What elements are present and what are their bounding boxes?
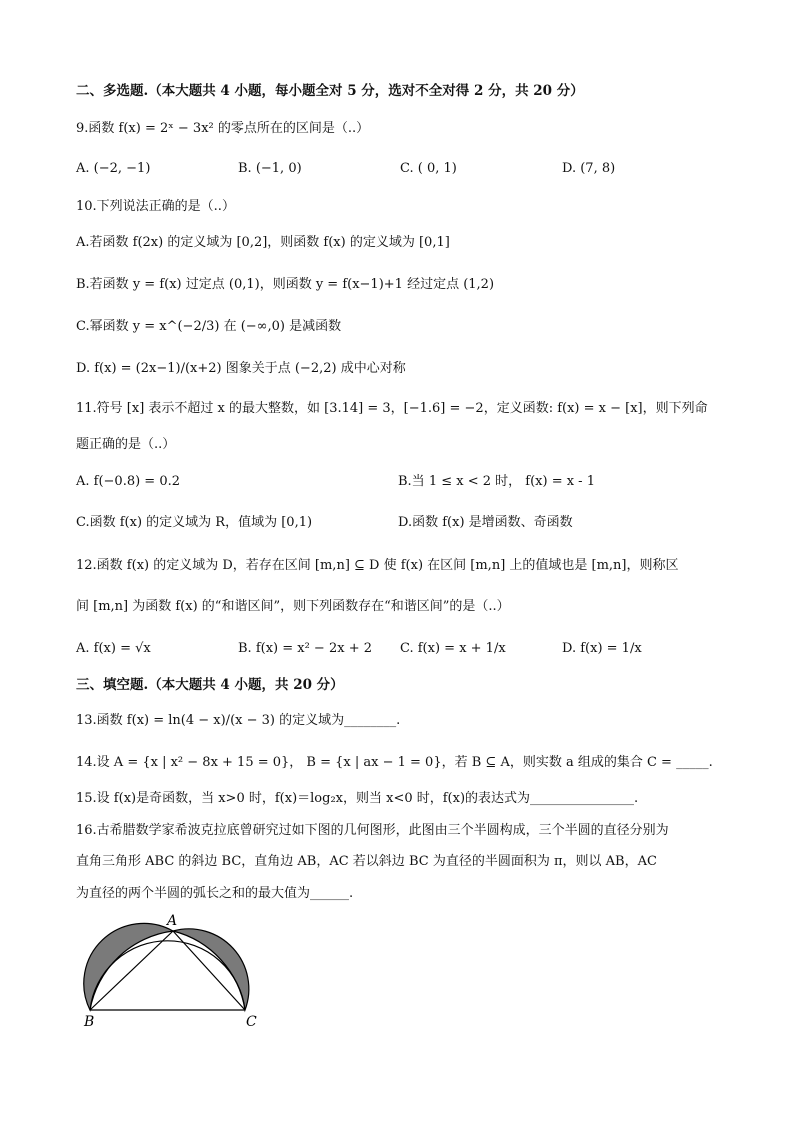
q10-option-d: D. f(x) = (2x−1)/(x+2) 图象关于点 (−2,2) 成中心对称	[76, 361, 406, 376]
q9-option-a: A. (−2, −1)	[76, 161, 151, 176]
q10-option-c: C.幂函数 y = x^(−2/3) 在 (−∞,0) 是减函数	[76, 319, 342, 334]
q11-option-a: A. f(−0.8) = 0.2	[76, 474, 181, 489]
question-16-line2: 直角三角形 ABC 的斜边 BC，直角边 AB，AC 若以斜边 BC 为直径的半圆面积为 π，则以 AB，AC	[76, 854, 657, 869]
question-13: 13.函数 f(x) = ln(4 − x)/(x − 3) 的定义域为________.	[76, 713, 401, 728]
lune-ac	[173, 929, 249, 1010]
question-10-stem: 10.下列说法正确的是（..）	[76, 199, 235, 214]
section-title-fill-in: 三、填空题.（本大题共 4 小题，共 20 分）	[76, 677, 344, 693]
lune-ab	[84, 923, 173, 1010]
label-b: B	[84, 1014, 95, 1028]
label-c: C	[246, 1014, 257, 1028]
label-a: A	[167, 913, 178, 929]
question-11-stem-line2: 题正确的是（..）	[76, 437, 176, 452]
question-14: 14.设 A = {x | x² − 8x + 15 = 0}， B = {x | ax − 1 = 0}，若 B ⊆ A，则实数 a 组成的集合 C = _____.	[76, 755, 713, 770]
question-15: 15.设 f(x)是奇函数，当 x>0 时，f(x)＝log₂x，则当 x<0 时，f(x)的表达式为________________.	[76, 791, 639, 806]
q9-option-c: C. ( 0, 1)	[400, 161, 457, 176]
question-12-stem-line1: 12.函数 f(x) 的定义域为 D，若存在区间 [m,n] ⊆ D 使 f(x) 在区间 [m,n] 上的值域也是 [m,n]，则称区	[76, 558, 679, 573]
q9-option-d: D. (7, 8)	[562, 161, 616, 176]
question-16-line1: 16.古希腊数学家希波克拉底曾研究过如下图的几何图形，此图由三个半圆构成，三个半圆的直径分别为	[76, 823, 669, 838]
question-9-stem: 9.函数 f(x) = 2ˣ − 3x² 的零点所在的区间是（..）	[76, 121, 370, 136]
question-16-line3: 为直径的两个半圆的弧长之和的最大值为______.	[76, 886, 354, 901]
q12-option-c: C. f(x) = x + 1/x	[400, 641, 506, 656]
q12-option-d: D. f(x) = 1/x	[562, 641, 642, 656]
q9-option-b: B. (−1, 0)	[238, 161, 302, 176]
section-title-multiple-choice: 二、多选题.（本大题共 4 小题，每小题全对 5 分，选对不全对得 2 分，共 20 分）	[76, 83, 584, 99]
q11-option-b: B.当 1 ≤ x < 2 时， f(x) = x - 1	[398, 474, 595, 489]
q11-option-c: C.函数 f(x) 的定义域为 R，值域为 [0,1)	[76, 515, 313, 530]
question-12-stem-line2: 间 [m,n] 为函数 f(x) 的“和谐区间”，则下列函数存在“和谐区间”的是（..）	[76, 599, 510, 614]
question-11-stem-line1: 11.符号 [x] 表示不超过 x 的最大整数，如 [3.14] = 3，[−1.6] = −2，定义函数: f(x) = x − [x]，则下列命	[76, 401, 708, 416]
q12-option-b: B. f(x) = x² − 2x + 2	[238, 641, 372, 656]
lune-figure	[70, 908, 290, 1028]
q10-option-b: B.若函数 y = f(x) 过定点 (0,1)，则函数 y = f(x−1)+1 经过定点 (1,2)	[76, 277, 495, 292]
q11-option-d: D.函数 f(x) 是增函数、奇函数	[398, 515, 573, 530]
q12-option-a: A. f(x) = √x	[76, 641, 151, 656]
q10-option-a: A.若函数 f(2x) 的定义域为 [0,2]，则函数 f(x) 的定义域为 [0,1]	[76, 235, 450, 250]
